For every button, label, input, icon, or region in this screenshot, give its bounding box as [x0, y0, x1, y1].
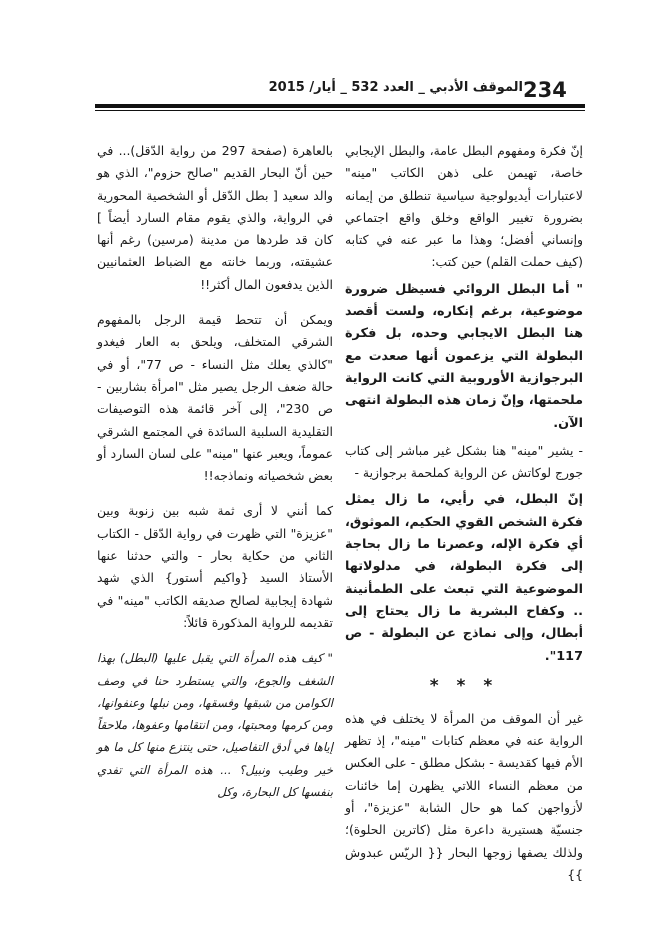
left-column	[97, 140, 333, 808]
quote-paragraph-two: إنّ البطل، في رأيي، ما زال يمثل فكرة الشخص القوي الحكيم، الموثوق، أي فكرة الإله، وعصرنا ما زال بحاجة إلى فكرة البطولة، في مدلولاتها الموضوعية التي تبعث على الطمأنينة .. وكفاح البشرية ما زال يحتاج إلى أبطال، وإلى نماذج عن البطولة - ص 117".	[345, 492, 583, 664]
woman-position-paragraph: غير أن الموقف من المرأة لا يختلف في هذه الرواية عنه في معظم كتابات "مينه"، إذ تظهر الأم فيها كقديسة - بشكل مطلق - على العكس من معظم النساء اللاتي يظهرن إما خائنات لأزواجهن كما هو حال الشابة "عزيزة"، أو جنسيّة هستيرية داعرة مثل (كاترين الحلوة)؛ ولذلك يصفها زوجها البحار {{ الريّس عبدوش }}	[345, 710, 583, 882]
header-rule-thin	[95, 110, 585, 111]
similarity-paragraph: كما أنني لا أرى ثمة شبه بين زنوبة وبين "عزيزة" التي ظهرت في رواية الدّقل - الكتاب الثاني من حكاية بحار - والتي حدثنا عنها الأستاذ السيد {واكيم أستور} الذي شهد شهادة إيجابية لصالح صديقه الكاتب "مينه" في تقديمه للرواية المذكورة قائلاً:	[97, 503, 333, 630]
journal-issue-info: الموقف الأدبي _ العدد 532 _ أيار/ 2015	[268, 80, 523, 95]
section-separator: * * *	[429, 675, 499, 696]
intro-paragraph: إنّ فكرة ومفهوم البطل عامة، والبطل الإيجابي خاصة، تهيمن على ذهن الكاتب "مينه" لاعتبارات أيديولوجية سياسية تنطلق من إيمانه بضرورة تغيير الواقع وخلق واقع اجتماعي وإنساني أفضل؛ وهذا ما عبر عنه في كتابه (كيف حملت القلم) حين كتب:	[345, 143, 583, 270]
quote-paragraph-one: " أما البطل الروائي فسيظل ضرورة موضوعية، برغم إنكاره، ولست أقصد هنا البطل الايجابي وحده، بل فكرة البطولة التي يزعمون أنها صعدت مع البرجوازية الأوروبية التي كانت الرواية ملحمتها، وإنّ زمان هذه البطولة انتهى الآن.	[345, 281, 583, 431]
page-number: 234	[523, 78, 567, 102]
right-column	[345, 140, 583, 891]
continuation-paragraph: بالعاهرة (صفحة 297 من رواية الدّقل)... في حين أنّ البحار القديم "صالح حزوم"، الذي هو والد سعيد [ بطل الدّقل أو الشخصية المحورية في الرواية، والذي يقوم مقام السارد أيضاً ] كان قد طردها من مدينة (مرسين) رغم أنها عشيقته، وربما خانته مع الضباط العثمانيين الذين يدفعون المال أكثر!!	[97, 143, 333, 292]
lukacs-reference-paragraph: - يشير "مينه" هنا بشكل غير مباشر إلى كتاب جورج لوكاتش عن الرواية كملحمة برجوازية -	[345, 442, 583, 481]
header-rule	[95, 104, 585, 108]
italic-quote-paragraph: " كيف هذه المرأة التي يقبل عليها (البطل) بهذا الشغف والجوع، والتي يستطرد حنا في وصف الكوامن من شبقها وفسقها، ومن نبلها وعنفوانها، ومن كرمها ومحبتها، ومن انتقامها وعفوها، ملاحقاً إياها في أدق التفاصيل، حتى ينتزع منها كل ما هو خير وطيب ونبيل؟ ... هذه المرأة التي تفدي بنفسها كل البحارة، وكل	[97, 651, 333, 800]
man-value-paragraph: ويمكن أن تتحط قيمة الرجل بالمفهوم الشرقي المتخلف، ويلحق به العار فيغدو "كالذي يعلك مثل النساء - ص 77"، أو في حالة ضعف الرجل يصير مثل "امرأة بشاربين - ص 230"، إلى آخر قائمة هذه التوصيفات التقليدية السلبية السائدة في المجتمع الشرقي عموماً، ويعبر عنها "مينه" على لسان السارد أو بعض شخصياته ونماذجه!!	[97, 312, 334, 484]
